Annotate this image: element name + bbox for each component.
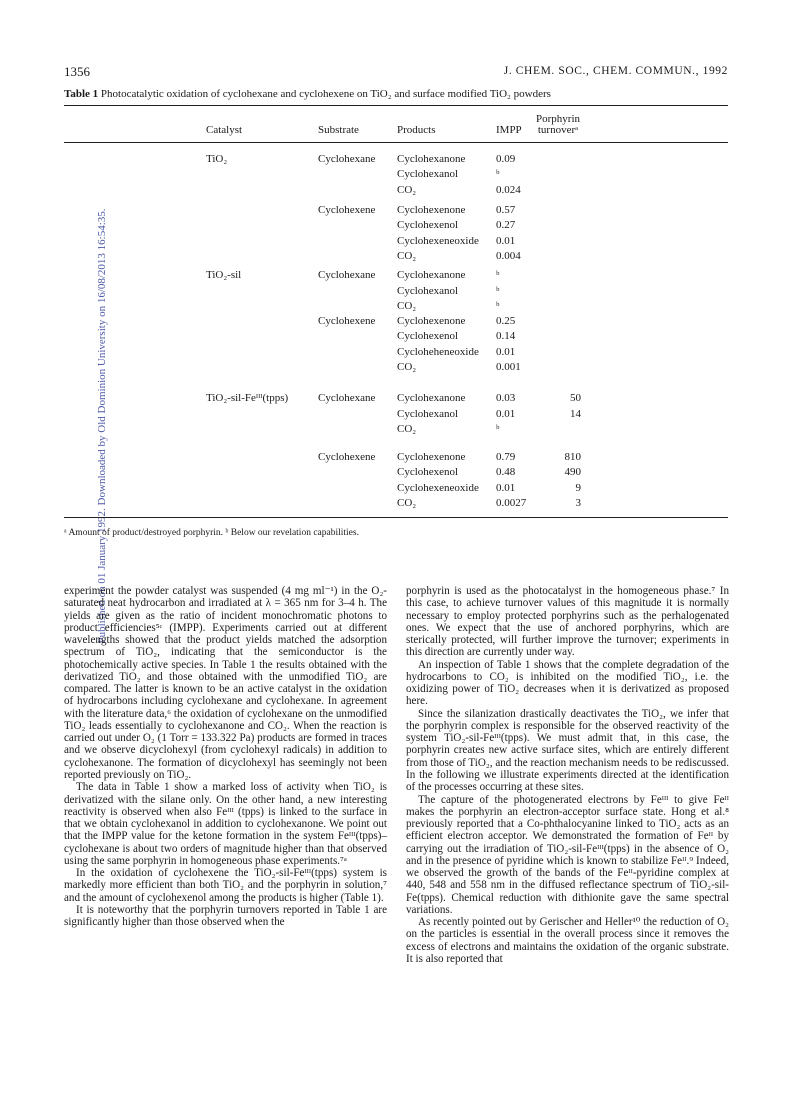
impp-cell: 0.01 <box>496 235 516 247</box>
impp-cell: 0.001 <box>496 361 521 373</box>
product-cell: Cyclohexanol <box>397 285 459 297</box>
substrate-cell: Cyclohexene <box>318 451 376 463</box>
table-footnote: ᵃ Amount of product/destroyed porphyrin. ᵇ Below our revelation capabilities. <box>64 528 359 538</box>
impp-cell: 0.09 <box>496 153 516 165</box>
product-cell: Cyclohexanone <box>397 269 466 281</box>
impp-cell: ᵇ <box>496 269 500 281</box>
impp-cell: 0.57 <box>496 204 516 216</box>
product-cell: Cyclohexanol <box>397 408 459 420</box>
substrate-cell: Cyclohexane <box>318 269 376 281</box>
substrate-cell: Cyclohexene <box>318 315 376 327</box>
paragraph: In the oxidation of cyclohexene the TiO₂-sil-Feᴵᴵᴵ(tpps) system is markedly more efficient than both TiO₂ and the porphyrin in solution,⁷ and the amount of cyclohexenol among the products is higher (Table 1). <box>64 867 387 904</box>
substrate-cell: Cyclohexane <box>318 153 376 165</box>
impp-cell: 0.48 <box>496 466 516 478</box>
product-cell: CO₂ <box>397 497 417 509</box>
product-cell: CO₂ <box>397 300 417 312</box>
paragraph: As recently pointed out by Gerischer and Heller¹⁰ the reduction of O₂ on the particles is essential in the overall process since it removes the excess of electrons and maintains the oxidation of the organic substrate. It is also reported that <box>406 916 729 965</box>
download-watermark: Published on 01 January 1992. Downloaded by Old Dominion University on 16/08/2013 16:54:35. <box>96 208 108 644</box>
paragraph: The capture of the photogenerated electrons by Feᴵᴵᴵ to give Feᴵᴵ makes the porphyrin an electron-acceptor surface state. Hong et al.⁸ previously reported that a Co-phthalocyanine linked to TiO₂ acts as an efficient electron acceptor. We demonstrated the formation of Feᴵᴵ by carrying out the irradiation of TiO₂-sil-Feᴵᴵᴵ(tpps) in the absence of O₂ and in the presence of pyridine which is known to stabilize Feᴵᴵ.⁹ Indeed, we observed the growth of the bands of the Feᴵᴵ-pyridine complex at 440, 548 and 558 nm in the diffused reflectance spectrum of TiO₂-sil-Fe(tpps). Chemical reduction with dithionite gave the same spectral variations. <box>406 793 729 916</box>
product-cell: Cyclohexeneoxide <box>397 482 479 494</box>
table-title: Photocatalytic oxidation of cyclohexane and cyclohexene on TiO₂ and surface modified TiO₂ powders <box>100 88 551 100</box>
header-turnover: turnoverᵃ <box>537 124 579 136</box>
substrate-cell: Cyclohexene <box>318 204 376 216</box>
impp-cell: 0.0027 <box>496 497 527 509</box>
body-left-column <box>64 585 387 928</box>
product-cell: Cyclohexeneoxide <box>397 235 479 247</box>
product-cell: CO₂ <box>397 361 417 373</box>
product-cell: Cyclohexanol <box>397 168 459 180</box>
body-right-column <box>406 585 729 965</box>
table-label: Table 1 <box>64 88 99 100</box>
product-cell: Cyclohexenone <box>397 451 466 463</box>
page-number: 1356 <box>64 64 90 79</box>
impp-cell: ᵇ <box>496 300 500 312</box>
table-caption <box>64 88 551 100</box>
paragraph: An inspection of Table 1 shows that the complete degradation of the hydrocarbons to CO₂ is inhibited on the modified TiO₂, i.e. the oxidizing power of TiO₂ decreases when it is derivatized as proposed here. <box>406 658 729 708</box>
turnover-cell: 3 <box>575 497 581 509</box>
header-impp: IMPP <box>496 124 522 136</box>
impp-cell: ᵇ <box>496 168 500 180</box>
table-top-rule <box>64 105 728 106</box>
turnover-cell: 14 <box>570 408 581 420</box>
impp-cell: 0.25 <box>496 315 516 327</box>
product-cell: Cyclohexenol <box>397 219 459 231</box>
product-cell: Cycloheheneoxide <box>397 346 479 358</box>
impp-cell: 0.79 <box>496 451 516 463</box>
product-cell: CO₂ <box>397 250 417 262</box>
impp-cell: 0.004 <box>496 250 521 262</box>
impp-cell: 0.01 <box>496 346 516 358</box>
product-cell: Cyclohexenone <box>397 204 466 216</box>
table-bottom-rule <box>64 517 728 518</box>
impp-cell: 0.27 <box>496 219 516 231</box>
impp-cell: 0.14 <box>496 330 516 342</box>
paragraph: experiment the powder catalyst was suspended (4 mg ml⁻¹) in the O₂-saturated neat hydrocarbon and irradiated at λ = 365 nm for 3–4 h. The yields are given as the ratio of incident monochromatic photons to product efficiencies⁵ᶜ (IMPP). Experiments carried out at different wavelengths showed that the product yields matched the adsorption spectrum of TiO₂, indicating that the semiconductor is the photochemically active species. In Table 1 the results obtained with the derivatized TiO₂ and those obtained with the unmodified TiO₂ are compared. The latter is known to be an active catalyst in the oxidation of hydrocarbons including cyclohexane and cyclohexane. In agreement with the literature data,⁶ the oxidation of cyclohexane on the unmodified TiO₂ leads essentially to cyclohexanone and CO₂. When the reaction is carried out under O₂ (1 Torr = 133.322 Pa) products are formed in traces and we observe dicyclohexyl (from cyclohexyl radicals) in addition to cyclohexanone. The formation of dicyclohexyl has seemingly not been reported previously on TiO₂. <box>64 585 387 781</box>
impp-cell: ᵇ <box>496 423 500 435</box>
impp-cell: 0.01 <box>496 482 516 494</box>
paragraph: porphyrin is used as the photocatalyst in the homogeneous phase.⁷ In this case, to achieve turnover values of this magnitude it is normally necessary to employ protected porphyrins such as the perhalogenated ones. We expect that the use of anchored porphyrins, which are sterically protected, will further improve the turnover; experiments in this direction are currently under way. <box>406 585 729 659</box>
substrate-cell: Cyclohexane <box>318 392 376 404</box>
catalyst-cell: TiO₂ <box>206 153 228 165</box>
header-catalyst: Catalyst <box>206 124 243 136</box>
turnover-cell: 810 <box>564 451 581 463</box>
catalyst-cell: TiO₂-sil <box>206 269 242 281</box>
journal-header: J. CHEM. SOC., CHEM. COMMUN., 1992 <box>503 65 728 77</box>
turnover-cell: 9 <box>575 482 581 494</box>
turnover-cell: 490 <box>564 466 581 478</box>
impp-cell: 0.01 <box>496 408 516 420</box>
product-cell: Cyclohexenone <box>397 315 466 327</box>
impp-cell: 0.03 <box>496 392 516 404</box>
product-cell: CO₂ <box>397 184 417 196</box>
paragraph: Since the silanization drastically deactivates the TiO₂, we infer that the porphyrin complex is responsible for the observed reactivity of the system TiO₂-sil-Feᴵᴵᴵ(tpps). We must admit that, in this case, the porphyrin creates new active surface sites, which are entirely different from those of TiO₂, and the reaction mechanism needs to be rediscussed. In the following we illustrate experiments directed at the identification of the processes occurring at these sites. <box>406 707 729 794</box>
turnover-cell: 50 <box>570 392 581 404</box>
paragraph: The data in Table 1 show a marked loss of activity when TiO₂ is derivatized with the silane only. On the other hand, a new interesting reactivity is observed when also Feᴵᴵᴵ (tpps) is linked to the surface in that we obtain cyclohexanol in addition to cyclohexanone. We point out that the IMPP value for the ketone formation in the system Feᴵᴵᴵ(tpps)–cyclohexane is about two orders of magnitude higher than that observed using the same porphyrin in homogeneous phase experiments.⁷ᵃ <box>64 781 387 867</box>
impp-cell: ᵇ <box>496 285 500 297</box>
header-porphyrin: Porphyrin <box>536 113 580 125</box>
catalyst-cell: TiO₂-sil-Feᴵᴵᴵ(tpps) <box>206 392 289 404</box>
header-substrate: Substrate <box>318 124 359 136</box>
paragraph: It is noteworthy that the porphyrin turnovers reported in Table 1 are significantly higher than those observed when the <box>64 903 387 929</box>
product-cell: Cyclohexenol <box>397 330 459 342</box>
product-cell: Cyclohexanone <box>397 153 466 165</box>
impp-cell: 0.024 <box>496 184 521 196</box>
table-header-rule <box>64 142 728 143</box>
header-products: Products <box>397 124 436 136</box>
product-cell: Cyclohexenol <box>397 466 459 478</box>
product-cell: Cyclohexanone <box>397 392 466 404</box>
product-cell: CO₂ <box>397 423 417 435</box>
